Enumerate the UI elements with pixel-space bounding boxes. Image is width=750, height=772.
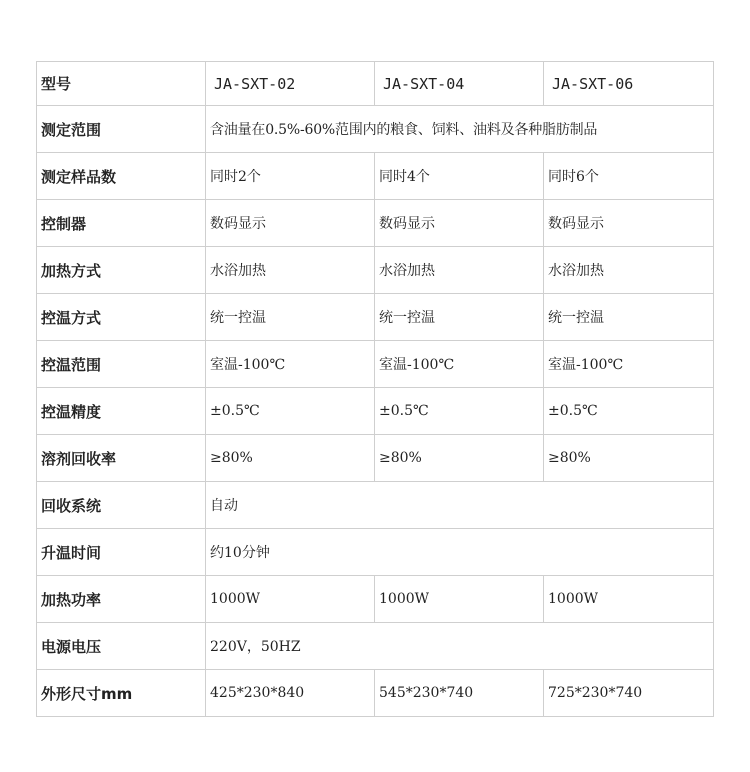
table-row-model (37, 62, 714, 106)
value-cell: 水浴加热 (544, 247, 714, 294)
value-cell: 同时2个 (206, 153, 375, 200)
spanned-cell: 含油量在0.5%-60%范围内的粮食、饲料、油料及各种脂肪制品 (206, 106, 714, 153)
table-row (37, 576, 714, 623)
value-cell: ±0.5℃ (206, 388, 375, 435)
value-cell: ±0.5℃ (544, 388, 714, 435)
row-label: 升温时间 (37, 529, 206, 576)
model-cell: JA-SXT-06 (544, 62, 714, 106)
row-label: 回收系统 (37, 482, 206, 529)
table-row (37, 341, 714, 388)
spanned-cell: 220V，50HZ (206, 623, 714, 670)
table-row (37, 200, 714, 247)
value-cell: 425*230*840 (206, 670, 375, 717)
value-cell: 1000W (544, 576, 714, 623)
table-row (37, 106, 714, 153)
model-cell: JA-SXT-04 (375, 62, 544, 106)
value-cell: ≥80% (544, 435, 714, 482)
table-row (37, 153, 714, 200)
value-cell: 数码显示 (206, 200, 375, 247)
row-label: 加热功率 (37, 576, 206, 623)
value-cell: 同时4个 (375, 153, 544, 200)
table-row (37, 482, 714, 529)
table-row (37, 670, 714, 717)
row-label: 电源电压 (37, 623, 206, 670)
value-cell: 1000W (206, 576, 375, 623)
table-row (37, 388, 714, 435)
value-cell: 室温-100℃ (375, 341, 544, 388)
value-cell: 1000W (375, 576, 544, 623)
value-cell: 水浴加热 (206, 247, 375, 294)
table-row (37, 294, 714, 341)
spanned-cell: 自动 (206, 482, 714, 529)
row-label: 测定范围 (37, 106, 206, 153)
value-cell: 725*230*740 (544, 670, 714, 717)
table-row (37, 623, 714, 670)
value-cell: ≥80% (375, 435, 544, 482)
row-label: 测定样品数 (37, 153, 206, 200)
value-cell: 统一控温 (375, 294, 544, 341)
value-cell: 水浴加热 (375, 247, 544, 294)
row-label: 控温精度 (37, 388, 206, 435)
row-label: 外形尺寸mm (37, 670, 206, 717)
value-cell: 同时6个 (544, 153, 714, 200)
row-label: 型号 (37, 62, 206, 106)
table-row (37, 435, 714, 482)
model-cell: JA-SXT-02 (206, 62, 375, 106)
spanned-cell: 约10分钟 (206, 529, 714, 576)
row-label: 控温方式 (37, 294, 206, 341)
table-row (37, 247, 714, 294)
value-cell: 数码显示 (544, 200, 714, 247)
table-row (37, 529, 714, 576)
row-label: 控制器 (37, 200, 206, 247)
value-cell: ≥80% (206, 435, 375, 482)
row-label: 控温范围 (37, 341, 206, 388)
value-cell: 统一控温 (206, 294, 375, 341)
value-cell: 数码显示 (375, 200, 544, 247)
value-cell: 545*230*740 (375, 670, 544, 717)
row-label: 加热方式 (37, 247, 206, 294)
row-label: 溶剂回收率 (37, 435, 206, 482)
value-cell: 室温-100℃ (544, 341, 714, 388)
spec-table (36, 61, 714, 717)
value-cell: ±0.5℃ (375, 388, 544, 435)
value-cell: 统一控温 (544, 294, 714, 341)
value-cell: 室温-100℃ (206, 341, 375, 388)
